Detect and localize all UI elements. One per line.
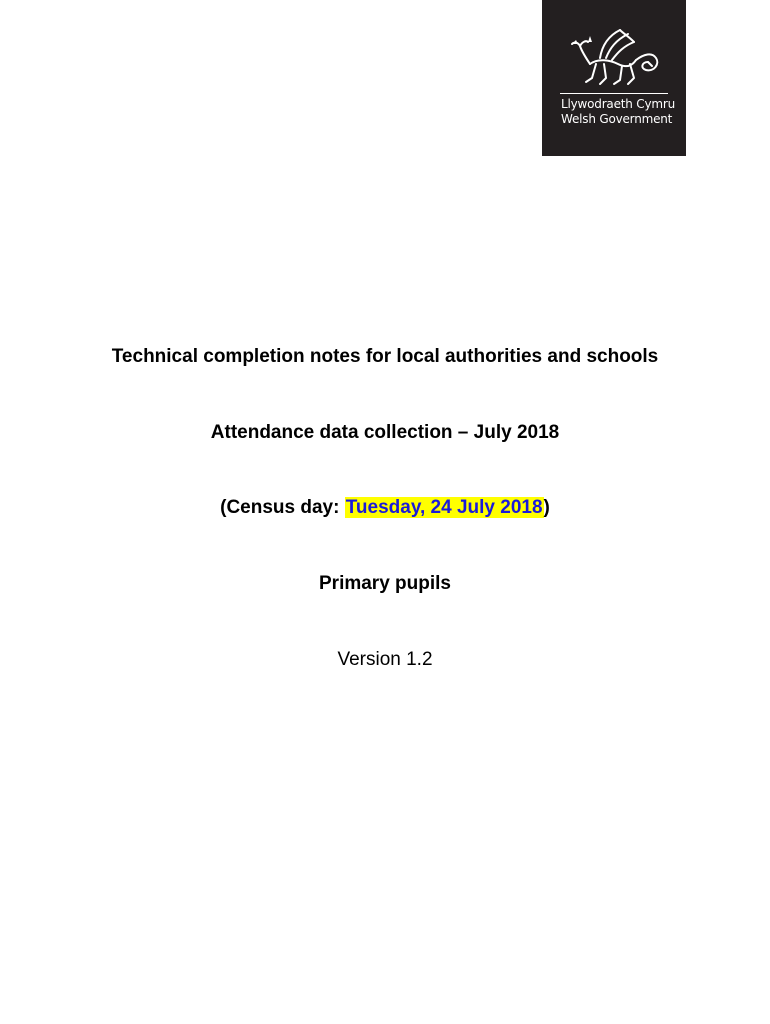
census-prefix: (Census day: (220, 497, 345, 518)
welsh-government-logo (542, 0, 686, 156)
welsh-dragon-icon (570, 24, 662, 88)
logo-name-english: Welsh Government (561, 112, 673, 126)
census-day-line (0, 497, 770, 519)
logo-wordmark (561, 97, 675, 127)
census-suffix: ) (543, 497, 550, 518)
census-date: Tuesday, 24 July 2018 (345, 497, 543, 518)
document-subtitle: Attendance data collection – July 2018 (210, 422, 560, 443)
document-title: Technical completion notes for local authorities and schools (111, 346, 659, 367)
audience-heading: Primary pupils (319, 573, 451, 594)
document-version: Version 1.2 (337, 649, 433, 670)
logo-divider (560, 93, 668, 94)
logo-name-welsh: Llywodraeth Cymru (561, 97, 675, 111)
